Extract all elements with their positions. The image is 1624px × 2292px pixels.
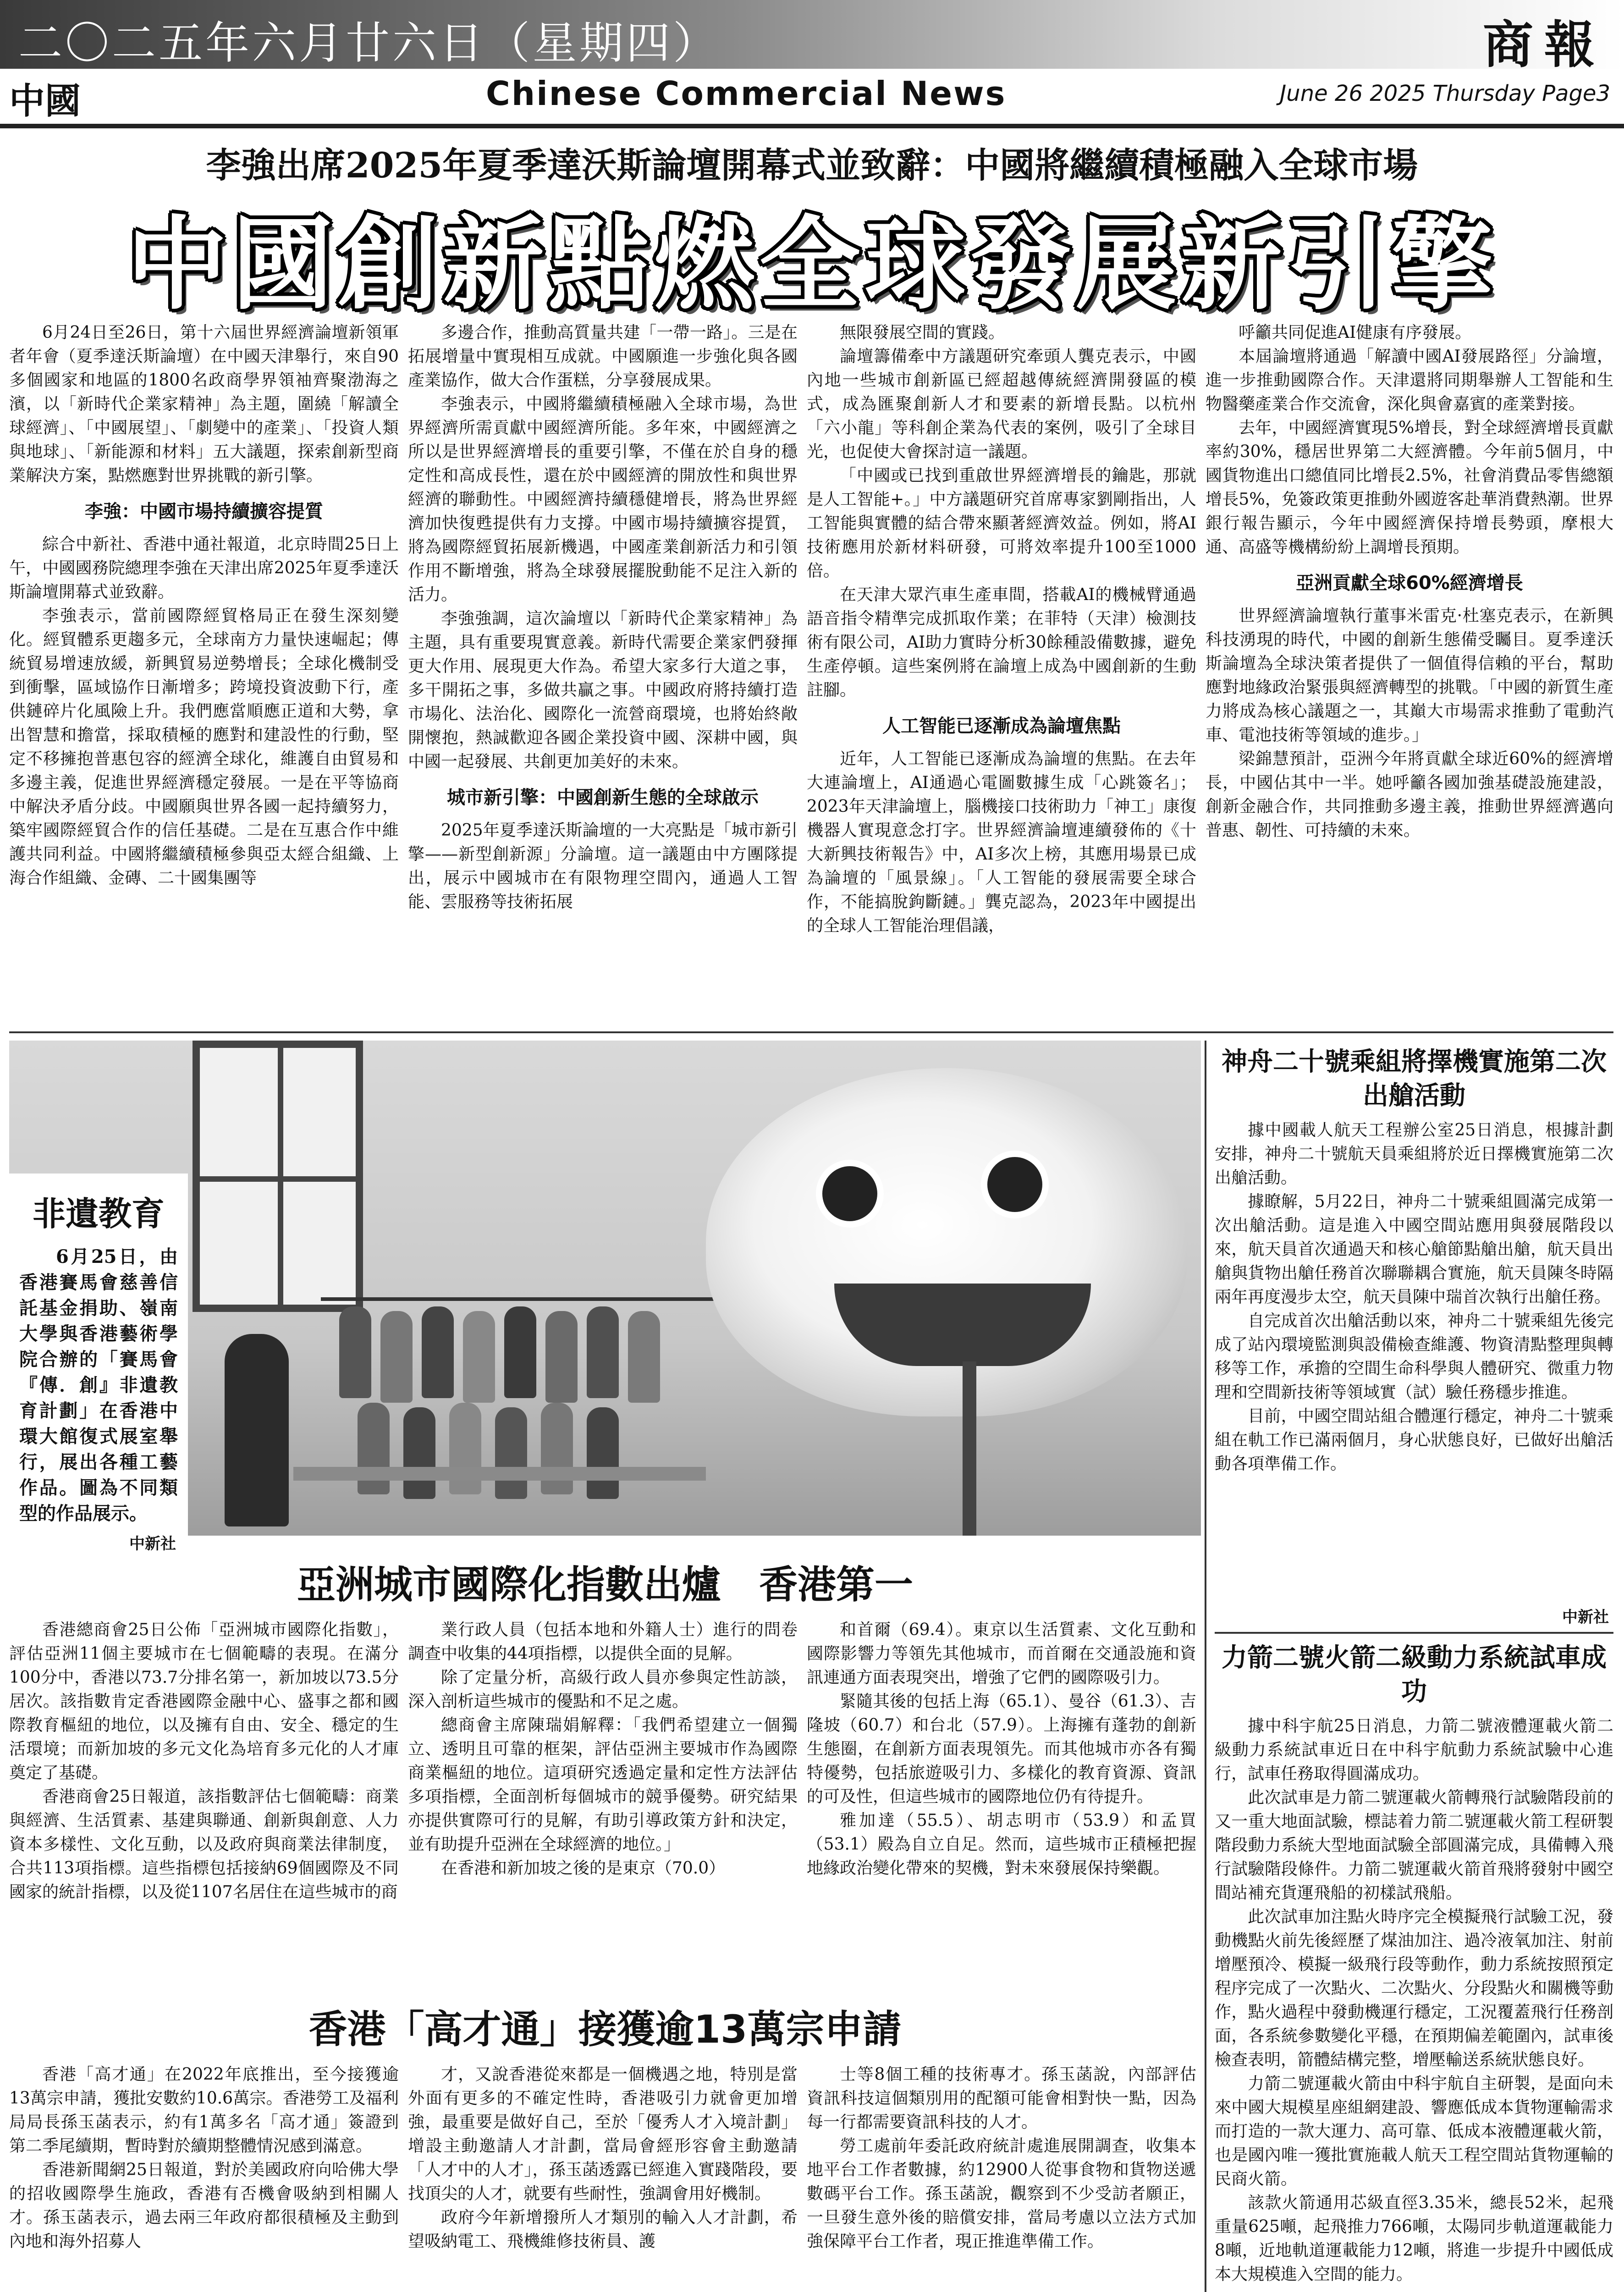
masthead-rule [0, 124, 1624, 128]
date-english: June 26 2025 Thursday Page3 [1280, 81, 1610, 106]
photo-garment [339, 1306, 371, 1398]
asia-index-column-2: 業行政人員（包括本地和外籍人士）進行的問卷調查中收集的44項指標，以提供全面的見解。 除了定量分析，高級行政人員亦參與定性訪談，深入剖析這些城市的優點和不足之處。 總商會主席陳瑞娟解釋：「我們希望建立一個獨立、透明且可靠的框架，評估亞洲主要城市作為國際商業樞紐的地位。這項研究透過定量和定性方法評估多項指標，全面剖析每個城市的競爭優勢。研究結果亦提供實際可行的見解，有助引導政策方針和決定，並有助提升亞洲在全球經濟的地位。」 在香港和新加坡之後的是東京（70.0） [408, 1620, 798, 1878]
photo-garment [587, 1306, 619, 1398]
photo-stand-pole [963, 1361, 976, 1536]
lead-column-4: 呼籲共同促進AI健康有序發展。 本屆論壇將通過「解讀中國AI發展路徑」分論壇，進一步推動國際合作。天津還將同期舉辦人工智能和生物醫藥產業合作交流會，深化與會嘉賓的產業對接。 去年，中國經濟實現5%增長，對全球經濟增長貢獻率約30%，穩居世界第二大經濟體。今年前5個月，中國貨物進出口總值同比增長2.5%，社會消費品零售總額增長5%，免簽政策更推動外國遊客赴華消費熱潮。世界銀行報告顯示，今年中國經濟保持增長勢頭，摩根大通、高盛等機構紛紛上調增長預期。 亞洲貢獻全球60%經濟增長 世界經濟論壇執行董事米雷克·杜塞克表示，在新興科技湧現的時代，中國的創新生態備受矚目。夏季達沃斯論壇為全球決策者提供了一個值得信賴的平台，幫助應對地緣政治緊張與經濟轉型的挑戰。「中國的新質生產力將成為核心議題之一，其巔大市場需求推動了電動汽車、電池技術等領域的進步。」 梁錦慧預計，亞洲今年將貢獻全球近60%的經濟增長，中國佔其中一半。她呼籲各國加強基礎設施建設，創新金融合作，共同推動多邊主義，推動世界經濟邁向普惠、韌性、可持續的未來。 [1206, 323, 1613, 840]
talent-column-3: 士等8個工種的技術專才。孫玉菡說，內部評估資訊科技這個類別用的配額可能會相對快一點，因為每一行都需要資訊科技的人才。 勞工處前年委託政府統計處進展開調查，收集本地平台工作者數據，約12900人從事食物和貨物送遞數碼平台工作。孫玉菡說，觀察到不少受訪者願正，一旦發生意外後的賠償安排，當局考慮以立法方式加強保障平台工作者，現正推進準備工作。 [807, 2065, 1196, 2251]
lead-subheadline: 李強出席2025年夏季達沃斯論壇開幕式並致辭：中國將繼續積極融入全球市場 [206, 145, 1418, 186]
asia-index-column-1: 香港總商會25日公佈「亞洲城市國際化指數」，評估亞洲11個主要城市在七個範疇的表現。在滿分100分中，香港以73.7分排名第一，新加坡以73.5分居次。該指數肯定香港國際金融中心、盛事之都和國際教育樞紐的地位，以及擁有自由、安全、穩定的生活環境；而新加坡的多元文化為培育多元化的人才庫奠定了基礎。 香港商會25日報道，該指數評估七個範疇：商業與經濟、生活質素、基建與聯通、創新與創意、人力資本多樣性、文化互動，以及政府與商業法律制度，合共113項指標。這些指標包括接納69個國際及不同國家的統計指標，以及從1107名居住在這些城市的商 [9, 1620, 399, 1901]
lead-subhead-2: 城市新引擎：中國創新生態的全球啟示 [447, 787, 759, 808]
photo-credit: 中新社 [129, 1535, 176, 1553]
photo-caption-title: 非遺教育 [32, 1195, 165, 1233]
lead-headline: 中國創新點燃全球發展新引擎 [127, 206, 1497, 323]
shenzhou-headline: 神舟二十號乘組將擇機實施第二次出艙活動 [1222, 1047, 1607, 1111]
photo-lion-dance-exhibit [9, 1041, 1201, 1536]
talent-column-1: 香港「高才通」在2022年底推出，至今接獲逾13萬宗申請，獲批安數約10.6萬宗。香港勞工及福利局局長孫玉菡表示，約有1萬多名「高才通」簽證到第二季尾續期，暫時對於續期整體情況感到滿意。 香港新聞網25日報道，對於美國政府向哈佛大學的招收國際學生施政，香港有否機會吸納到相關人才。孫玉菡表示，過去兩三年政府都很積極及主動到內地和海外招募人 [9, 2065, 399, 2251]
rocket-body: 據中科宇航25日消息，力箭二號液體運載火箭二級動力系統試車近日在中科宇航動力系統試驗中心進行，試車任務取得圓滿成功。 此次試車是力箭二號運載火箭轉飛行試驗階段前的又一重大地面試驗，標誌着力箭二號運載火箭工程研製階段動力系統大型地面試驗全部圓滿完成，具備轉入飛行試驗階段條件。力箭二號運載火箭首飛將發射中國空間站補充貨運飛船的初樣試飛船。 此次試車加注點火時序完全模擬飛行試驗工況，發動機點火前先後經歷了煤油加注、過冷液氧加注、射前增壓預冷、模擬一級飛行段等動作，動力系統按照預定程序完成了一次點火、二次點火、分段點火和關機等動作，點火過程中發動機運行穩定，工況覆蓋飛行任務剖面，各系統參數變化平穩，在預期偏差範圍內，試車後檢查表明，箭體結構完整，增壓輸送系統狀態良好。 力箭二號運載火箭由中科宇航自主研製，是面向未來中國大規模星座組網建設、響應低成本貨物運輸需求而打造的一款大運力、高可靠、低成本液體運載火箭，也是國內唯一獲批實施載人航天工程空間站貨物運輸的民商火箭。 該款火箭通用芯級直徑3.35米，總長52米，起飛重量625噸，起飛推力766噸，太陽同步軌道運載能力8噸，近地軌道運載能力12噸，將進一步提升中國低成本大規模進入空間的能力。 [1215, 1717, 1613, 2284]
photo-garment [449, 1403, 481, 1494]
lead-column-2: 多邊合作，推動高質量共建「一帶一路」。三是在拓展增量中實現相互成就。中國願進一步強化與各國產業協作，做大合作蛋糕，分享發展成果。 李強表示，中國將繼續積極融入全球市場，為世界經濟所需貢獻中國經濟所能。多年來，中國經濟之所以是世界經濟增長的重要引擎，不僅在於自身的穩定性和高成長性，還在於中國經濟的開放性和與世界經濟的聯動性。中國經濟持續穩健增長，將為世界經濟加快復甦提供有力支撐。中國市場持續擴容提質，將為國際經貿拓展新機遇，中國產業創新活力和引領作用不斷增強，將為全球發展擺脫動能不足注入新的活力。 李強強調，這次論壇以「新時代企業家精神」為主題，具有重要現實意義。新時代需要企業家們發揮更大作用、展現更大作為。希望大家多行大道之事，多干開拓之事，多做共贏之事。中國政府將持續打造市場化、法治化、國際化一流營商環境，也將始終敞開懷抱，熱誠歡迎各國企業投資中國、深耕中國，與中國一起發展、共創更加美好的未來。 城市新引擎：中國創新生態的全球啟示 2025年夏季達沃斯論壇的一大亮點是「城市新引擎——新型創新源」分論壇。這一議題由中方團隊提出，展示中國城市在有限物理空間內，通過人工智能、雲服務等技術拓展 [408, 323, 798, 911]
lead-column-1: 6月24日至26日，第十六屆世界經濟論壇新領軍者年會（夏季達沃斯論壇）在中國天津舉行，來自90多個國家和地區的1800名政商學界領袖齊聚渤海之濱，以「新時代企業家精神」為主題，圍繞「解讀全球經濟」、「中國展望」、「劇變中的產業」、「投資人類與地球」、「新能源和材料」五大議題，探索創新型商業解決方案，點燃應對世界挑戰的新引擎。 李強：中國市場持續擴容提質 綜合中新社、香港中通社報道，北京時間25日上午，中國國務院總理李強在天津出席2025年夏季達沃斯論壇開幕式並致辭。 李強表示，當前國際經貿格局正在發生深刻變化。經貿體系更趨多元，全球南方力量快速崛起；傳統貿易增速放緩，新興貿易逆勢增長；全球化機制受到衝擊，區域協作日漸增多；跨境投資波動下行，產供鏈碎片化風險上升。我們應當順應正道和大勢，拿出智慧和擔當，採取積極的應對和建設性的行動，堅定不移擁抱普惠包容的經濟全球化，維護自由貿易和多邊主義，促進世界經濟穩定發展。一是在平等協商中解決矛盾分歧。中國願與世界各國一起持續努力，築牢國際經貿合作的信任基礎。二是在互惠合作中維護共同利益。中國將繼續積極參與亞太經合組織、上海合作組織、金磚、二十國集團等 [9, 323, 399, 887]
photo-garment [358, 1403, 390, 1494]
photo-garment [504, 1306, 536, 1398]
photo-visitor [225, 1334, 289, 1526]
photo-window [193, 1041, 363, 1312]
photo-garment [495, 1407, 527, 1499]
lead-subhead-3: 人工智能已逐漸成為論壇焦點 [882, 716, 1121, 737]
lead-column-3: 無限發展空間的實踐。 論壇籌備牽中方議題研究牽頭人龔克表示，中國內地一些城市創新區已經超越傳統經濟開發區的模式，成為匯聚創新人才和要素的新增長點。以杭州「六小龍」等科創企業為代表的案例，吸引了全球目光，也促使大會探討這一議題。 「中國或已找到重啟世界經濟增長的鑰匙，那就是人工智能+。」中方議題研究首席專家劉剛指出，人工智能與實體的結合帶來顯著經濟效益。例如，將AI技術應用於新材料研發，可將效率提升100至1000倍。 在天津大眾汽車生產車間，搭載AI的機械臂通過語音指令精準完成抓取作業；在菲特（天津）檢測技術有限公司，AI助力實時分析30餘種設備數據，避免生產停頓。這些案例將在論壇上成為中國創新的生動註腳。 人工智能已逐漸成為論壇焦點 近年，人工智能已逐漸成為論壇的焦點。在去年大連論壇上，AI通過心電圖數據生成「心跳簽名」；2023年天津論壇上，腦機接口技術助力「神工」康復機器人實現意念打字。世界經濟論壇連續發佈的《十大新興技術報告》中，AI多次上榜，其應用場景已成為論壇的「風景線」。「人工智能的發展需要全球合作，不能搞脫鉤斷鏈。」龔克認為，2023年中國提出的全球人工智能治理倡議， [807, 323, 1196, 935]
photo-lion-eye [816, 1160, 884, 1228]
photo-garment [463, 1311, 495, 1403]
section-label: 中國 [9, 80, 81, 122]
talent-headline: 香港「高才通」接獲逾13萬宗申請 [308, 2007, 902, 2052]
asia-index-column-3: 和首爾（69.4）。東京以生活質素、文化互動和國際影響力等領先其他城市，而首爾在交通設施和資訊連通方面表現突出，增強了它們的國際吸引力。 緊隨其後的包括上海（65.1）、曼谷（61.3）、吉隆坡（60.7）和台北（57.9）。上海擁有蓬勃的創新生態圈，在創新方面表現領先。而其他城市亦各有獨特優勢，包括旅遊吸引力、多樣化的教育資源、資訊的可及性，但這些城市的國際地位仍有待提升。 雅加達（55.5）、胡志明市（53.9）和孟買（53.1）殿為自立自足。然而，這些城市正積極把握地緣政治變化帶來的契機，對未來發展保持樂觀。 [807, 1620, 1196, 1878]
photo-lion-eye [981, 1151, 1049, 1218]
rocket-headline: 力箭二號火箭二級動力系統試車成功 [1222, 1643, 1607, 1707]
asia-index-headline: 亞洲城市國際化指數出爐 香港第一 [297, 1562, 913, 1607]
lead-bottom-rule [9, 1031, 1613, 1033]
lead-subhead-4: 亞洲貢獻全球60%經濟增長 [1296, 573, 1523, 594]
shenzhou-credit: 中新社 [1562, 1608, 1609, 1626]
lead-subhead-1: 李強：中國市場持續擴容提質 [85, 501, 323, 522]
masthead-paper-name: 商報 [1483, 15, 1606, 74]
photo-caption-text: 6月25日，由香港賽馬會慈善信託基金捐助、嶺南大學與香港藝術學院合辦的「賽馬會『傳．創』非遺教育計劃」在香港中環大館復式展室舉行，展出各種工藝作品。圖為不同類型的作品展示。 [19, 1246, 178, 1524]
talent-column-2: 才，又說香港從來都是一個機遇之地，特別是當外面有更多的不確定性時，香港吸引力就會更加增強，最重要是做好自己，至於「優秀人才入境計劃」增設主動邀請人才計劃，當局會經形容會主動邀請「人才中的人才」，孫玉菡透露已經進入實踐階段，要找頂尖的人才，就要有些耐性，強調會用好機制。 政府今年新增撥所人才類別的輸入人才計劃，希望吸納電工、飛機維修技術員、護 [408, 2065, 798, 2251]
shenzhou-rule [1215, 1632, 1613, 1634]
photo-garment [380, 1311, 413, 1403]
photo-garment [422, 1306, 454, 1398]
photo-garment [587, 1407, 619, 1499]
photo-garment [628, 1311, 660, 1403]
masthead-date: 二〇二五年六月廿六日（星期四） [18, 17, 720, 69]
shenzhou-body: 據中國載人航天工程辦公室25日消息，根據計劃安排，神舟二十號航天員乘組將於近日擇機實施第二次出艙活動。 據瞭解，5月22日，神舟二十號乘組圓滿完成第一次出艙活動。這是進入中國空間站應用與發展階段以來，航天員首次通過天和核心艙節點艙出艙，航天員出艙與貨物出艙任務首次聯聯耦合實施，航天員陳冬時隔兩年再度漫步太空，航天員陳中瑞首次執行出艙任務。 自完成首次出艙活動以來，神舟二十號乘組先後完成了站內環境監測與設備檢查維護、物資清點整理與轉移等工作，承擔的空間生命科學與人體研究、微重力物理和空間新技術等領域實（試）驗任務穩步推進。 目前，中國空間站組合體運行穩定，神舟二十號乘組在軌工作已滿兩個月，身心狀態良好，已做好出艙活動各項準備工作。 [1215, 1121, 1613, 1473]
right-column-rule [1205, 1041, 1206, 2292]
photo-display-table [293, 1467, 706, 1481]
photo-clothes-rack [321, 1297, 779, 1301]
paper-name-english: Chinese Commercial News [486, 74, 1007, 113]
photo-garment [545, 1311, 578, 1403]
photo-garment [541, 1403, 573, 1494]
photo-garment [403, 1407, 435, 1499]
